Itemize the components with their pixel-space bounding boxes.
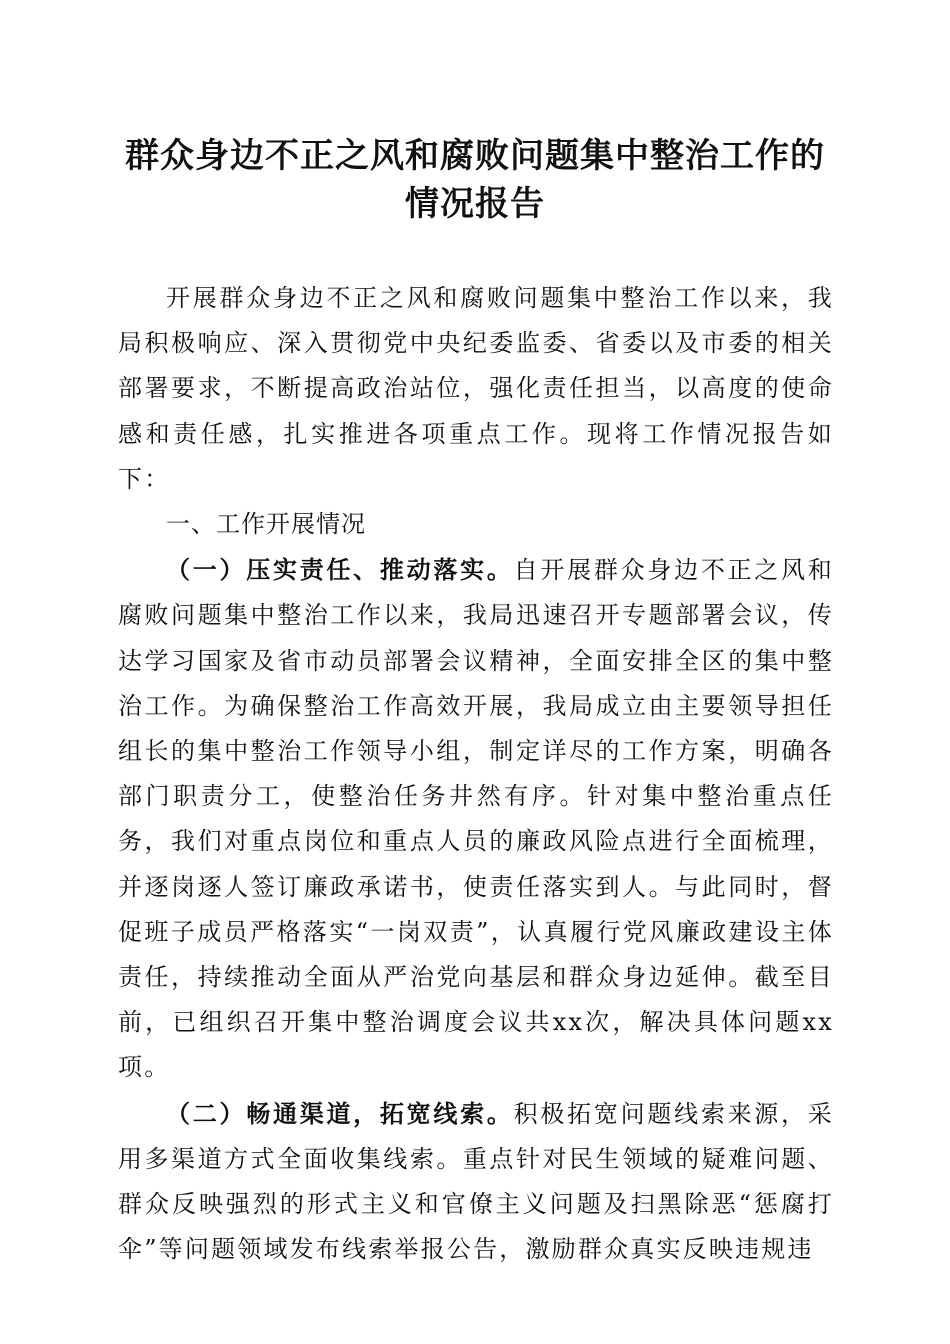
document-body [118, 276, 834, 1272]
intro-paragraph: 开展群众身边不正之风和腐败问题集中整治工作以来，我局积极响应、深入贯彻党中央纪委监委、省委以及市委的相关部署要求，不断提高政治站位，强化责任担当，以高度的使命感和责任感，扎实推进各项重点工作。现将工作情况报告如下： [118, 284, 834, 493]
title-line-2: 情况报告 [405, 184, 545, 224]
section-heading: 一、工作开展情况 [166, 510, 366, 539]
subsection-1-body: 自开展群众身边不正之风和腐败问题集中整治工作以来，我局迅速召开专题部署会议，传达学习国家及省市动员部署会议精神，全面安排全区的集中整治工作。为确保整治工作高效开展，我局成立由主要领导担任组长的集中整治工作领导小组，制定详尽的工作方案，明确各部门职责分工，使整治任务井然有序。针对集中整治重点任务，我们对重点岗位和重点人员的廉政风险点进行全面梳理，并逐岗逐人签订廉政承诺书，使责任落实到人。与此同时，督促班子成员严格落实“一岗双责”，认真履行党风廉政建设主体责任，持续推动全面从严治党向基层和群众身边延伸。截至目前，已组织召开集中整治调度会议共xx次，解决具体问题xx项。 [118, 556, 834, 1082]
title-line-1: 群众身边不正之风和腐败问题集中整治工作的 [125, 136, 825, 176]
document-title [100, 132, 850, 228]
subsection-1-paragraph [118, 547, 834, 1090]
subsection-2-body: 积极拓宽问题线索来源，采用多渠道方式全面收集线索。重点针对民生领域的疑难问题、群众反映强烈的形式主义和官僚主义问题及扫黑除恶“惩腐打伞”等问题领域发布线索举报公告，激励群众真实反映违规违 [118, 1099, 834, 1264]
subsection-2-lead: （二）畅通渠道，拓宽线索。 [166, 1098, 514, 1128]
subsection-1-lead: （一）压实责任、推动落实。 [166, 555, 514, 585]
subsection-2-paragraph [118, 1091, 834, 1273]
